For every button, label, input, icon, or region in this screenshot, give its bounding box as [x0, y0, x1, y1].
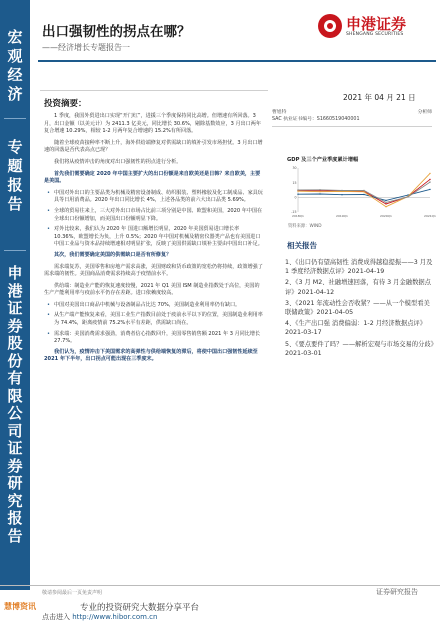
summary-heading: 投资摘要： — [44, 99, 87, 109]
footer-divider — [0, 585, 440, 586]
chart-point — [341, 190, 342, 191]
chart-y-tick-label: 30 — [292, 166, 297, 171]
page-subtitle: ——经济增长专题报告一 — [42, 43, 130, 52]
summary-paragraph: 我们将从疫情冲击的角度对出口强韧性的拐点进行分析。 — [54, 158, 182, 165]
summary-bullet: • 从生产端产能恢复来看，美国工业生产指数目前处于疫前水平以下的位置，美国制造业利用率为 74.4%，距离疫情前 75.2%水平有差距，供需缺口尚在。 — [54, 312, 264, 327]
chart-point — [363, 191, 364, 192]
chart-x-tick-label: 2021Q1 — [424, 214, 436, 218]
summary-bullet: • 全球的贸易往来上，三大对外出口市场占比前三项分别是中国、欧盟和美国，2020 年中国在全球出口份额增加，而美国出口份额明显下降。 — [54, 208, 264, 223]
chart-title: GDP 及三个产业季度累计增幅 — [287, 157, 359, 163]
summary-bullet: • 需求端：美国消费需求强劲，消费者信心指数回升，美国零售销售额 2021 年 3 月同比增长 27.7%。 — [54, 331, 264, 346]
sidebar-company: 申港证券股份有限公司证券研究报告 — [7, 264, 23, 545]
watermark-link-prefix: 点击进入 — [42, 613, 70, 621]
chart-y-tick-label: 0 — [294, 195, 297, 200]
gdp-line-chart — [286, 164, 434, 222]
chart-point — [385, 206, 386, 207]
analyst-role: 分析师 — [417, 110, 432, 115]
summary-paragraph: 随着全球疫苗接种率不断上升，海外供给端修复对供需缺口的填补引发市场担忧。3 月出口增速的回落是否代表高点已现？ — [44, 139, 263, 154]
summary-bullet: • 对外比较来，我们认为 2020 年 国进口额增长明显，2020 年美国贸易进口增长率 10.36%，欧盟增长为负，上升 0.5%；2020 年中国对机械及精密仪器类产品也有美国进口中国工业品与资本品持续增速相对明显扩张，反映了美国供需缺口填补主要由中国出口补足。 — [54, 226, 264, 249]
chart-point — [341, 194, 342, 195]
related-report-item[interactable]: 5、《要点要件了吗？——解析宏观与市场交易的分歧》2021-03-01 — [285, 340, 434, 357]
logo-icon — [318, 14, 342, 38]
summary-conclusion: 我们认为，疫情冲击下美国需求的高弹性与供给端恢复的滞后，将使中国出口强韧性延续至 2021 年下半年，出口拐点可能出现在三季度末。 — [44, 348, 258, 363]
analyst-cert: SAC 执业证书编号：S1660519040001 — [272, 116, 360, 122]
watermark-url[interactable]: http://www.hibor.com.cn — [72, 613, 158, 621]
header-divider — [38, 60, 436, 62]
logo-name-en: SHENGANG SECURITIES — [346, 31, 404, 37]
chart-point — [385, 202, 386, 203]
related-report-item[interactable]: 3、《2021 年流动性会否收紧？——从一个模型看美联储政策》2021-04-05 — [285, 299, 430, 317]
chart-point — [319, 189, 320, 190]
related-report-item[interactable]: 1、《出口仍有望高韧性 消费成得越稳提振——3 月及 1 季度经济数据点评》2021-04-19 — [285, 259, 433, 276]
analyst-block — [272, 110, 432, 130]
related-reports-list — [285, 258, 435, 360]
sidebar-divider — [4, 250, 26, 251]
chart-point — [385, 203, 386, 204]
chart-x-tick-label: 2020Q1 — [380, 214, 392, 218]
watermark-text: 专业的投资研究大数据分享平台 — [80, 603, 200, 613]
chart-point — [385, 200, 386, 201]
summary-bullet: • 中国对外出口的主要品类为机械及精密设备制成、纺织服装、塑料橡胶及化工制成品、家具玩具等日用消费品。2020 年出口同比增长 4%，上述各品类的前六大出口品类 5.69%。 — [54, 190, 264, 205]
investment-summary — [40, 90, 268, 580]
sidebar-divider — [4, 118, 26, 119]
chart-point — [429, 179, 430, 180]
summary-paragraph: 首先我们需要确定 2020 年中国主要扩大的出口份额是来自欧美还是日韩？来自欧美，主要是美国。 — [44, 170, 261, 185]
sidebar-section: 专题报告 — [7, 138, 23, 213]
chart-point — [319, 191, 320, 192]
chart-point — [429, 181, 430, 182]
chart-point — [297, 194, 298, 195]
watermark-logo: 慧博资讯 — [4, 602, 36, 611]
related-report-item[interactable]: 2、《3 月 M2、社融增速回落，有待 3 月金融数据点评》2021-04-12 — [285, 279, 431, 296]
chart-point — [429, 173, 430, 174]
analyst-name: 曹旭特 — [272, 110, 287, 115]
logo-name-cn: 申港证券 — [346, 14, 407, 33]
chart-y-tick-label: -15 — [291, 210, 297, 215]
chart-point — [363, 194, 364, 195]
chart-point — [407, 196, 408, 197]
chart-x-tick-label: 2018Q1 — [292, 214, 304, 218]
summary-paragraph: 1 季度，我国外贸进出口实现“开门红”，进援三个季度保持同比高增。但增速有所回落。3 月，出口金额（以美元计）为 2411.3 亿美元，同比增长 30.6%，剔除基数效应，3 月出口两年复合增速 10.29%，相较 1-2 月两年复合增速的 15.2%有所回落。 — [44, 113, 261, 135]
summary-paragraph: 需求端复苏，美国零售和房地产需求高涨，美国财政和货币政策的宽松仍将持续，政策增强了需求端的韧性。美国商品消费需求持续高于疫情前水平。 — [44, 263, 263, 278]
divider — [272, 126, 432, 127]
chart-point — [297, 189, 298, 190]
related-reports-title: 相关报告 — [287, 241, 317, 250]
chart-point — [429, 189, 430, 190]
sidebar — [0, 0, 30, 590]
chart-point — [319, 193, 320, 194]
report-date: 2021 年 04 月 21 日 — [343, 93, 416, 102]
chart-point — [363, 190, 364, 191]
footer-label: 证券研究报告 — [376, 588, 418, 596]
summary-paragraph: 供给端：制造业产能的恢复速度较慢，2021 年 Q1 美国 ISM 制造业指数处于高位，美国的生产产能利用率与疫前水平仍存在差距。进口依赖度较高。 — [44, 282, 260, 297]
chart-source: 资料来源：WIND — [288, 224, 322, 229]
watermark-link[interactable] — [42, 612, 157, 622]
chart-y-tick-label: 15 — [292, 180, 297, 185]
page-title: 出口强韧性的拐点在哪？ — [42, 24, 191, 40]
chart-x-tick-label: 2019Q1 — [336, 214, 348, 218]
summary-bullet: • 中国对美国出口商品中机械与设备制品占比达 70%，美国制造业利用率仍有缺口。 — [54, 302, 264, 310]
footer-disclaimer: 敬请参阅最后一页免责声明 — [42, 590, 103, 596]
related-report-item[interactable]: 4、《生产出口强 消费偏弱：1-2 月经济数据点评》2021-03-17 — [285, 320, 427, 337]
summary-paragraph: 其次，我们需要确定美国的供需缺口是否有所修复？ — [54, 251, 172, 258]
sidebar-category: 宏观经济 — [7, 28, 23, 103]
company-logo — [318, 14, 406, 38]
